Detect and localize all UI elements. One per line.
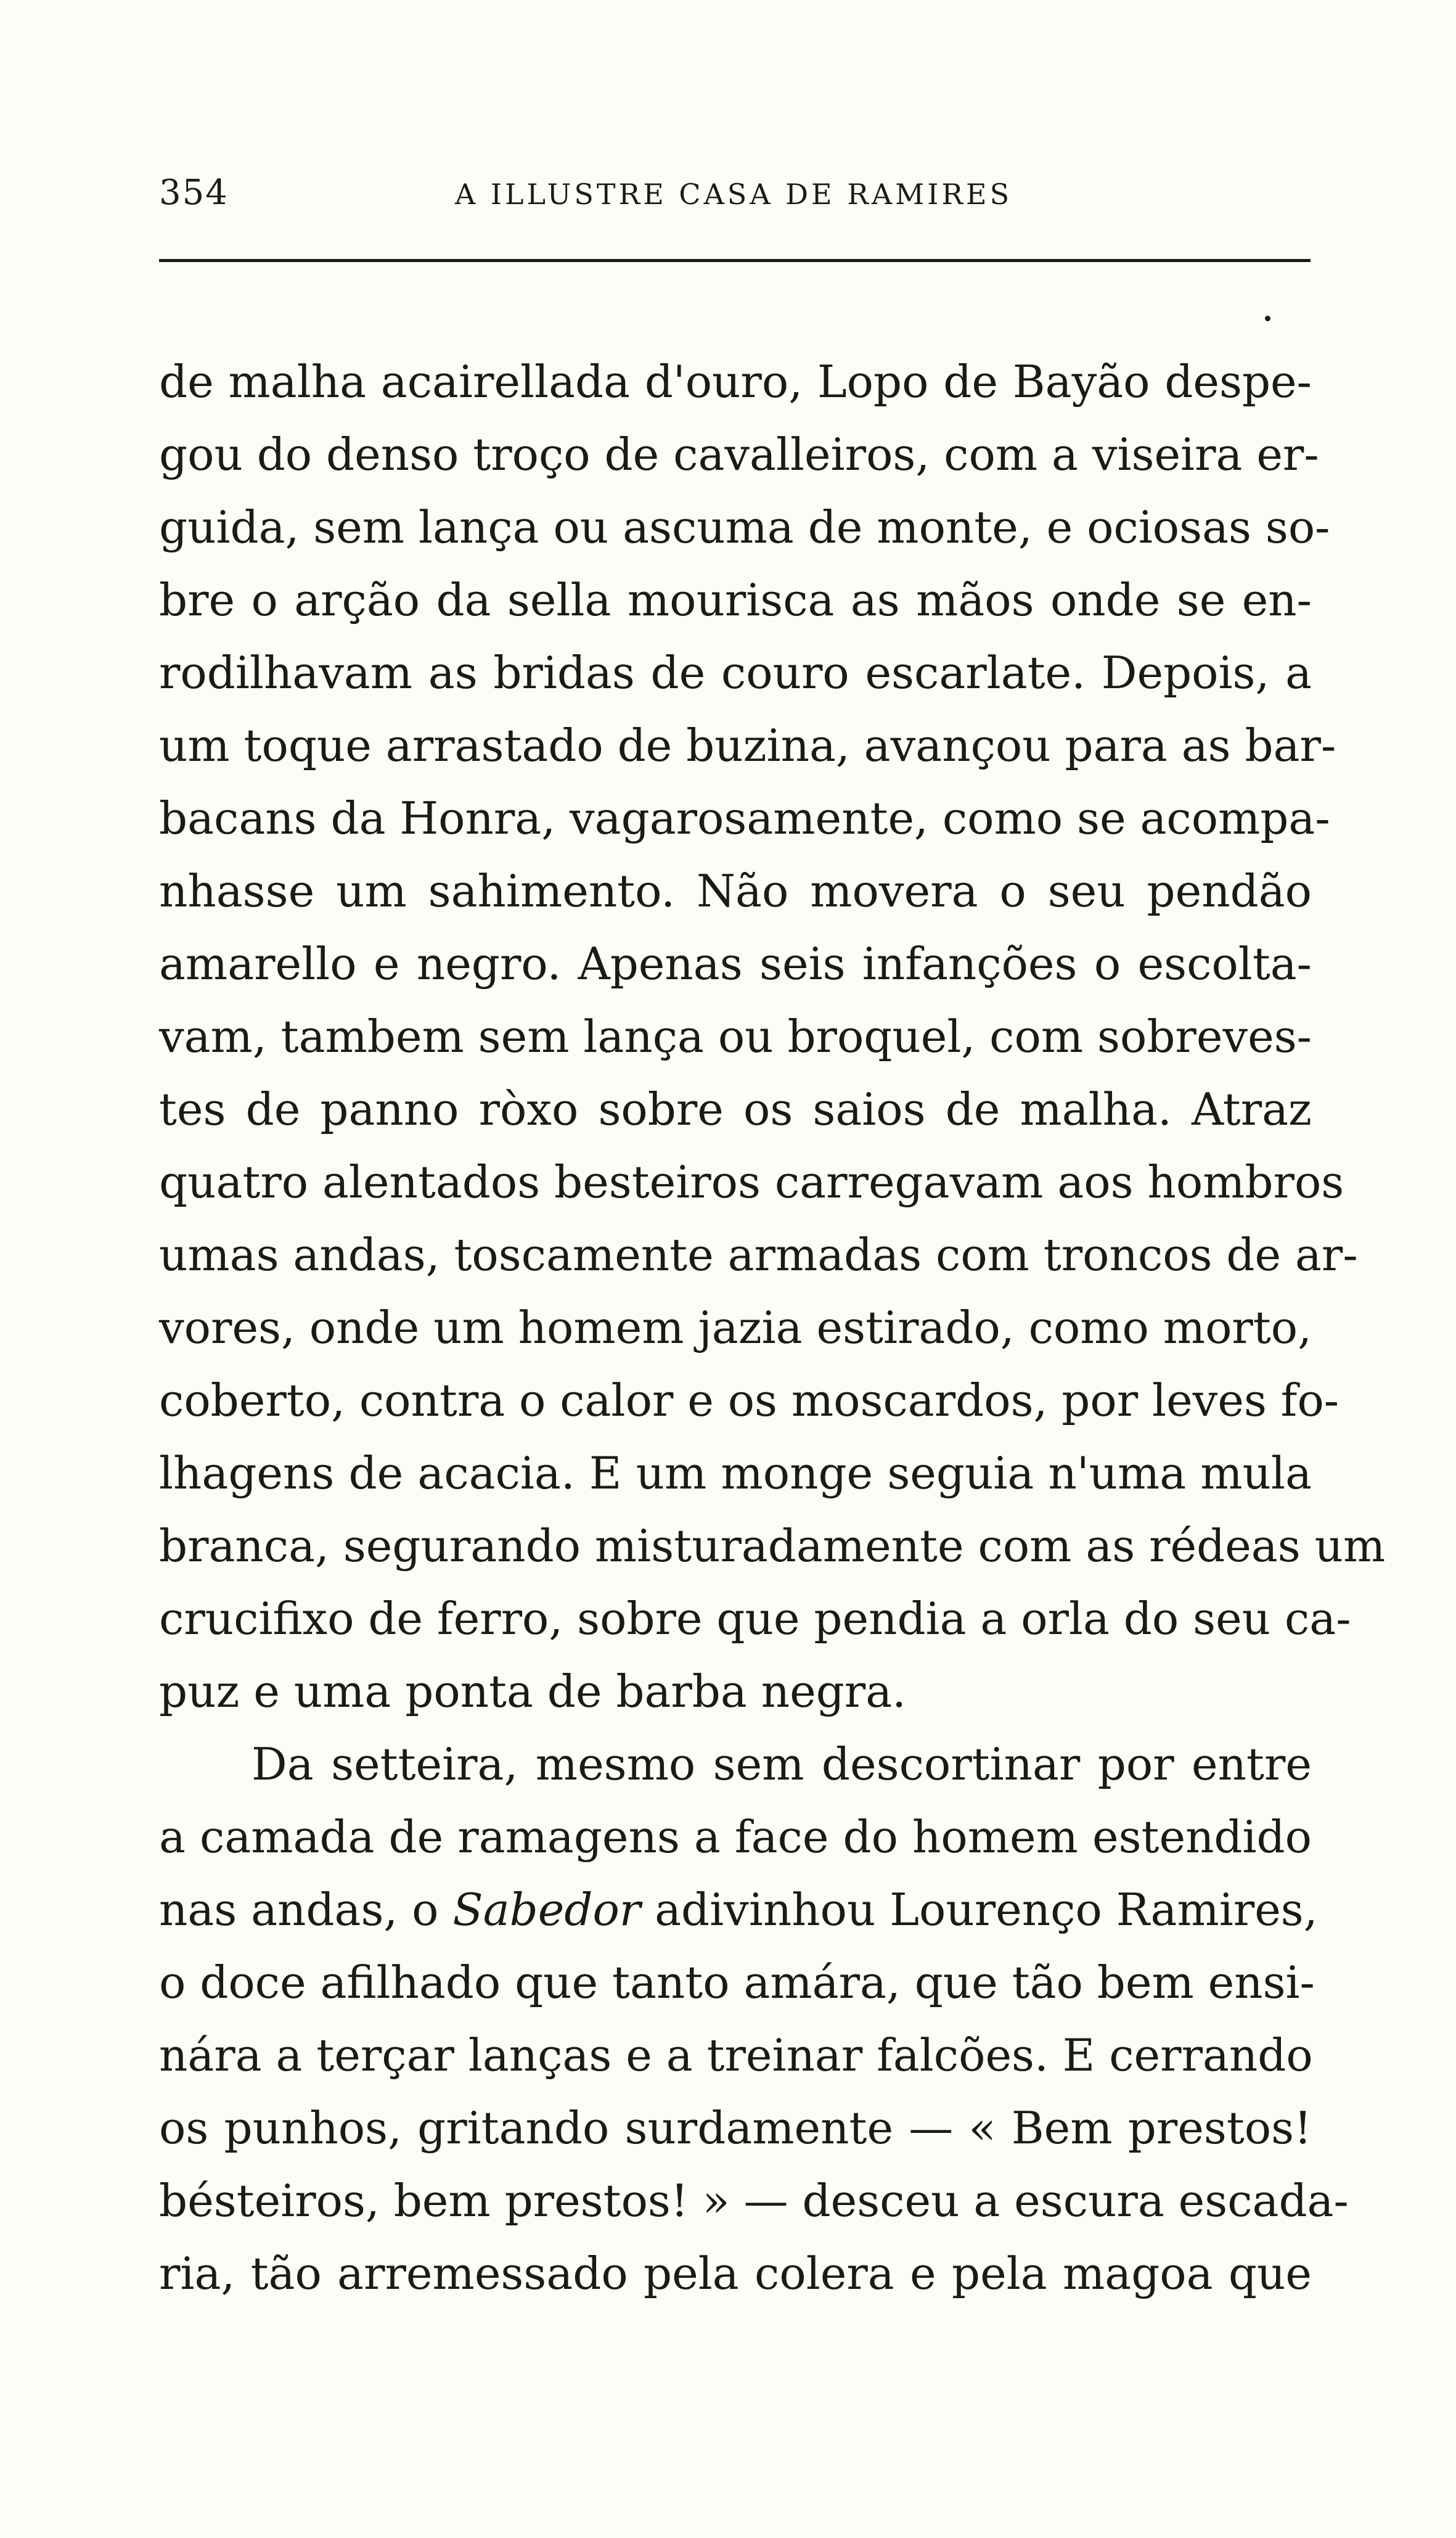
text-line: bésteiros, bem prestos! » — desceu a escura escada- (159, 2175, 1349, 2227)
text-run: nas andas, o (159, 1884, 453, 1936)
text-line: vores, onde um homem jazia estirado, como morto, (159, 1302, 1312, 1353)
paragraph-1 (159, 345, 1386, 1728)
text-line: a camada de ramagens a face do homem estendido (159, 1811, 1312, 1863)
text-line: guida, sem lança ou ascuma de monte, e ociosas so- (159, 501, 1330, 553)
text-line: coberto, contra o calor e os moscardos, por leves fo- (159, 1374, 1339, 1426)
text-line: lhagens de acacia. E um monge seguia n'uma mula (159, 1447, 1312, 1499)
text-line (159, 1873, 1318, 1946)
text-line: tes de panno ròxo sobre os saios de malha. Atraz (159, 1083, 1312, 1135)
text-line: quatro alentados besteiros carregavam aos hombros (159, 1156, 1344, 1208)
text-line: puz e uma ponta de barba negra. (159, 1665, 907, 1717)
text-line: nhasse um sahimento. Não movera o seu pendão (159, 865, 1312, 917)
running-title: A ILLUSTRE CASA DE RAMIRES (455, 178, 1013, 211)
text-line: gou do denso troço de cavalleiros, com a viseira er- (159, 429, 1319, 480)
text-line: crucifixo de ferro, sobre que pendia a orla do seu ca- (159, 1593, 1351, 1645)
text-line: os punhos, gritando surdamente — « Bem prestos! (159, 2102, 1312, 2154)
running-header (159, 173, 1318, 222)
text-line: umas andas, toscamente armadas com troncos de ar- (159, 1229, 1358, 1281)
paragraph-2 (159, 1728, 1349, 2310)
text-line: bre o arção da sella mourisca as mãos onde se en- (159, 574, 1312, 626)
page-number: 354 (159, 173, 229, 213)
text-line: Da setteira, mesmo sem descortinar por entre (252, 1738, 1312, 1790)
text-line: ria, tão arremessado pela colera e pela magoa que (159, 2248, 1312, 2299)
text-line: branca, segurando misturadamente com as rédeas um (159, 1520, 1386, 1572)
text-line: um toque arrastado de buzina, avançou para as bar- (159, 720, 1336, 771)
text-line: rodilhavam as bridas de couro escarlate. Depois, a (159, 647, 1312, 699)
text-line: vam, tambem sem lança ou broquel, com sobreves- (159, 1011, 1312, 1062)
text-line: nára a terçar lanças e a treinar falcões. E cerrando (159, 2029, 1313, 2081)
body-text (159, 345, 1386, 2310)
text-line: de malha acairellada d'ouro, Lopo de Bayão despe- (159, 356, 1312, 408)
text-run: adivinhou Lourenço Ramires, (640, 1884, 1318, 1936)
print-speck (1265, 316, 1270, 321)
text-line: o doce afilhado que tanto amára, que tão bem ensi- (159, 1957, 1315, 2008)
italic-word: Sabedor (452, 1884, 641, 1936)
header-rule (159, 259, 1311, 262)
text-line: amarello e negro. Apenas seis infanções o escolta- (159, 938, 1312, 990)
text-line: bacans da Honra, vagarosamente, como se acompa- (159, 792, 1330, 844)
